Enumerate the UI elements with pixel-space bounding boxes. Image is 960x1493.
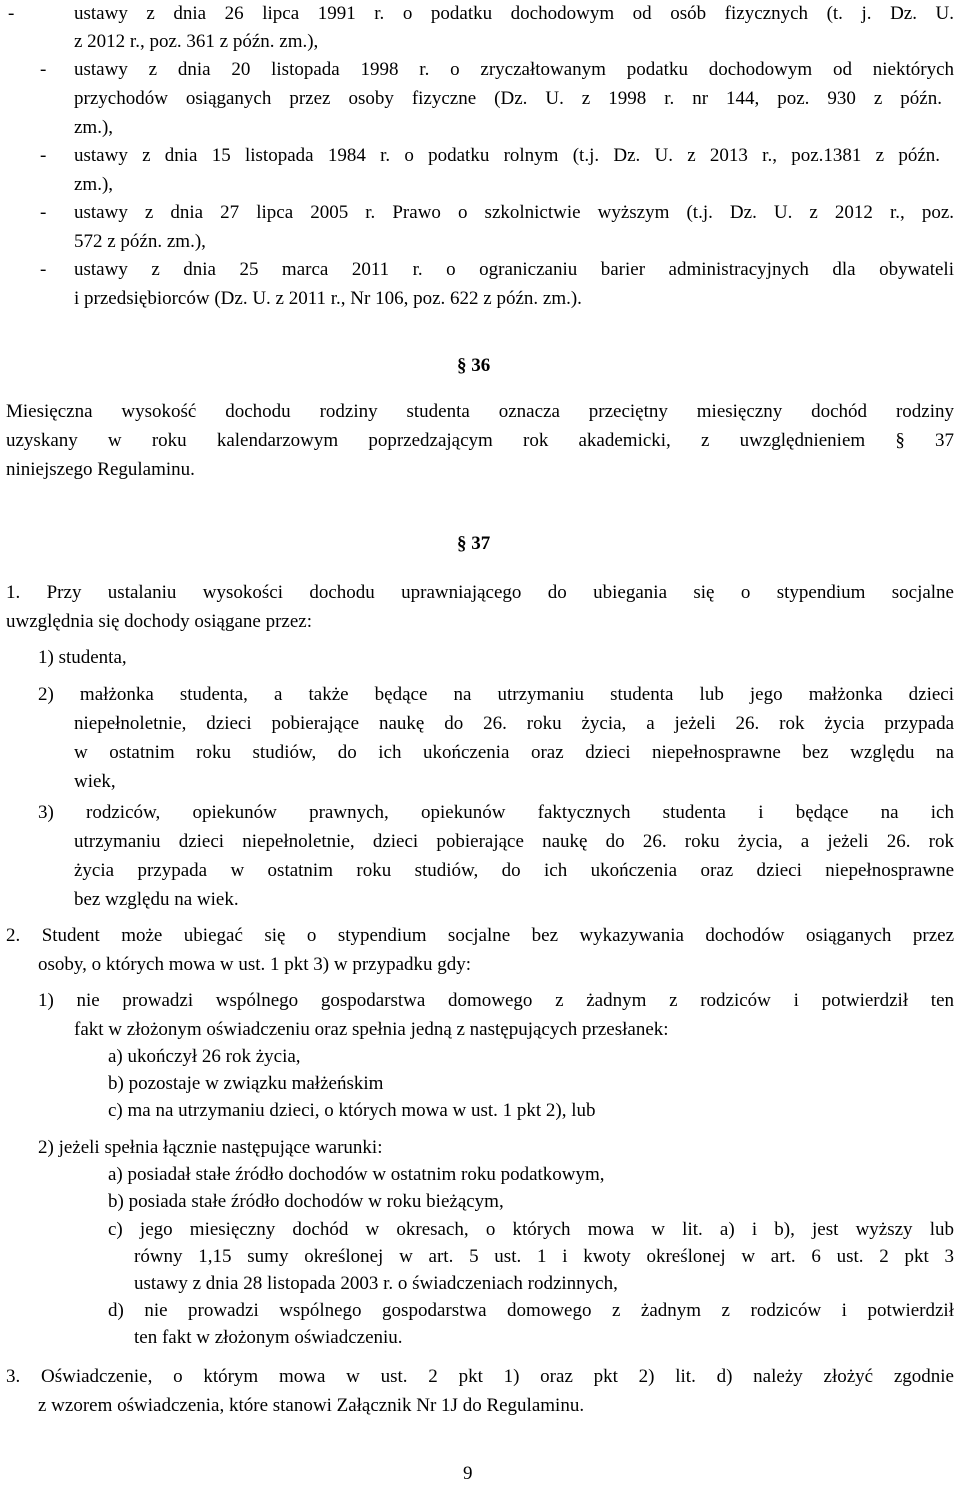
law-dash: -	[8, 3, 15, 24]
section-heading-36: § 36	[457, 355, 491, 376]
law-dash: -	[40, 259, 47, 280]
sub-list-item: b) posiada stałe źródło dochodów w roku bieżącym,	[108, 1191, 504, 1212]
section37-paragraph-line: 2. Student może ubiegać się o stypendium socjalne bez wykazywania dochodów osiąganych przez	[6, 925, 954, 946]
law-item-line: przychodów osiąganych przez osoby fizyczne (Dz. U. z 1998 r. nr 144, poz. 930 z późn.	[74, 88, 942, 109]
sub-list-item: a) posiadał stałe źródło dochodów w ostatnim roku podatkowym,	[108, 1164, 605, 1185]
list-item-line: utrzymaniu dzieci niepełnoletnie, dzieci pobierające naukę do 26. roku życia, a jeżeli 26. rok	[74, 831, 954, 852]
section36-text-line: niniejszego Regulaminu.	[6, 459, 195, 480]
section37-paragraph-line: osoby, o których mowa w ust. 1 pkt 3) w przypadku gdy:	[38, 954, 472, 975]
law-item-line: ustawy z dnia 20 listopada 1998 r. o zryczałtowanym podatku dochodowym od niektórych	[74, 59, 954, 80]
law-item-line: ustawy z dnia 25 marca 2011 r. o ograniczaniu barier administracyjnych dla obywateli	[74, 259, 954, 280]
list-item-line: niepełnoletnie, dzieci pobierające naukę do 26. roku życia, a jeżeli 26. rok życia przypada	[74, 713, 954, 734]
section36-text-line: Miesięczna wysokość dochodu rodziny studenta oznacza przeciętny miesięczny dochód rodziny	[6, 401, 954, 422]
sub-list-item: b) pozostaje w związku małżeńskim	[108, 1073, 384, 1094]
law-item-line: zm.),	[74, 174, 114, 195]
law-dash: -	[40, 202, 47, 223]
list-item: 1) studenta,	[38, 647, 127, 668]
sub-list-item-line: ustawy z dnia 28 listopada 2003 r. o świadczeniach rodzinnych,	[134, 1273, 618, 1294]
page-number: 9	[463, 1463, 473, 1484]
sub-list-item: c) ma na utrzymaniu dzieci, o których mowa w ust. 1 pkt 2), lub	[108, 1100, 596, 1121]
sub-list-item-line: d) nie prowadzi wspólnego gospodarstwa domowego z żadnym z rodziców i potwierdził	[108, 1300, 954, 1321]
sub-list-item-line: równy 1,15 sumy określonej w art. 5 ust. 1 i kwoty określonej w art. 6 ust. 2 pkt 3	[134, 1246, 954, 1267]
law-dash: -	[40, 59, 47, 80]
list-item-line: fakt w złożonym oświadczeniu oraz spełnia jedną z następujących przesłanek:	[74, 1019, 669, 1040]
list-item-line: wiek,	[74, 771, 116, 792]
law-item-line: ustawy z dnia 27 lipca 2005 r. Prawo o szkolnictwie wyższym (t.j. Dz. U. z 2012 r., poz.	[74, 202, 954, 223]
list-item-line: życia przypada w ostatnim roku studiów, do ich ukończenia oraz dzieci niepełnosprawne	[74, 860, 954, 881]
section37-paragraph-line: 3. Oświadczenie, o którym mowa w ust. 2 pkt 1) oraz pkt 2) lit. d) należy złożyć zgodnie	[6, 1366, 954, 1387]
list-item-line: 1) nie prowadzi wspólnego gospodarstwa domowego z żadnym z rodziców i potwierdził ten	[38, 990, 954, 1011]
law-dash: -	[40, 145, 47, 166]
law-item-line: i przedsiębiorców (Dz. U. z 2011 r., Nr 106, poz. 622 z późn. zm.).	[74, 288, 582, 309]
law-item-line: 572 z późn. zm.),	[74, 231, 206, 252]
section36-text-line: uzyskany w roku kalendarzowym poprzedzającym rok akademicki, z uwzględnieniem § 37	[6, 430, 954, 451]
law-item-line: ustawy z dnia 26 lipca 1991 r. o podatku dochodowym od osób fizycznych (t. j. Dz. U.	[74, 3, 954, 24]
list-item-line: 2) małżonka studenta, a także będące na utrzymaniu studenta lub jego małżonka dzieci	[38, 684, 954, 705]
law-item-line: zm.),	[74, 117, 114, 138]
section37-paragraph-line: z wzorem oświadczenia, które stanowi Załącznik Nr 1J do Regulaminu.	[38, 1395, 585, 1416]
list-item-line: w ostatnim roku studiów, do ich ukończenia oraz dzieci niepełnosprawne bez względu na	[74, 742, 954, 763]
law-item-line: ustawy z dnia 15 listopada 1984 r. o podatku rolnym (t.j. Dz. U. z 2013 r., poz.1381 z późn.	[74, 145, 940, 166]
sub-list-item: a) ukończył 26 rok życia,	[108, 1046, 301, 1067]
list-item-line: 3) rodziców, opiekunów prawnych, opiekunów faktycznych studenta i będące na ich	[38, 802, 954, 823]
list-item: 2) jeżeli spełnia łącznie następujące warunki:	[38, 1137, 383, 1158]
sub-list-item-line: c) jego miesięczny dochód w okresach, o których mowa w lit. a) i b), jest wyższy lub	[108, 1219, 954, 1240]
sub-list-item-line: ten fakt w złożonym oświadczeniu.	[134, 1327, 403, 1348]
section37-paragraph-line: uwzględnia się dochody osiągane przez:	[6, 611, 312, 632]
law-item-line: z 2012 r., poz. 361 z późn. zm.),	[74, 31, 319, 52]
section37-paragraph-line: 1. Przy ustalaniu wysokości dochodu uprawniającego do ubiegania się o stypendium socjalne	[6, 582, 954, 603]
list-item-line: bez względu na wiek.	[74, 889, 239, 910]
section-heading-37: § 37	[457, 533, 491, 554]
